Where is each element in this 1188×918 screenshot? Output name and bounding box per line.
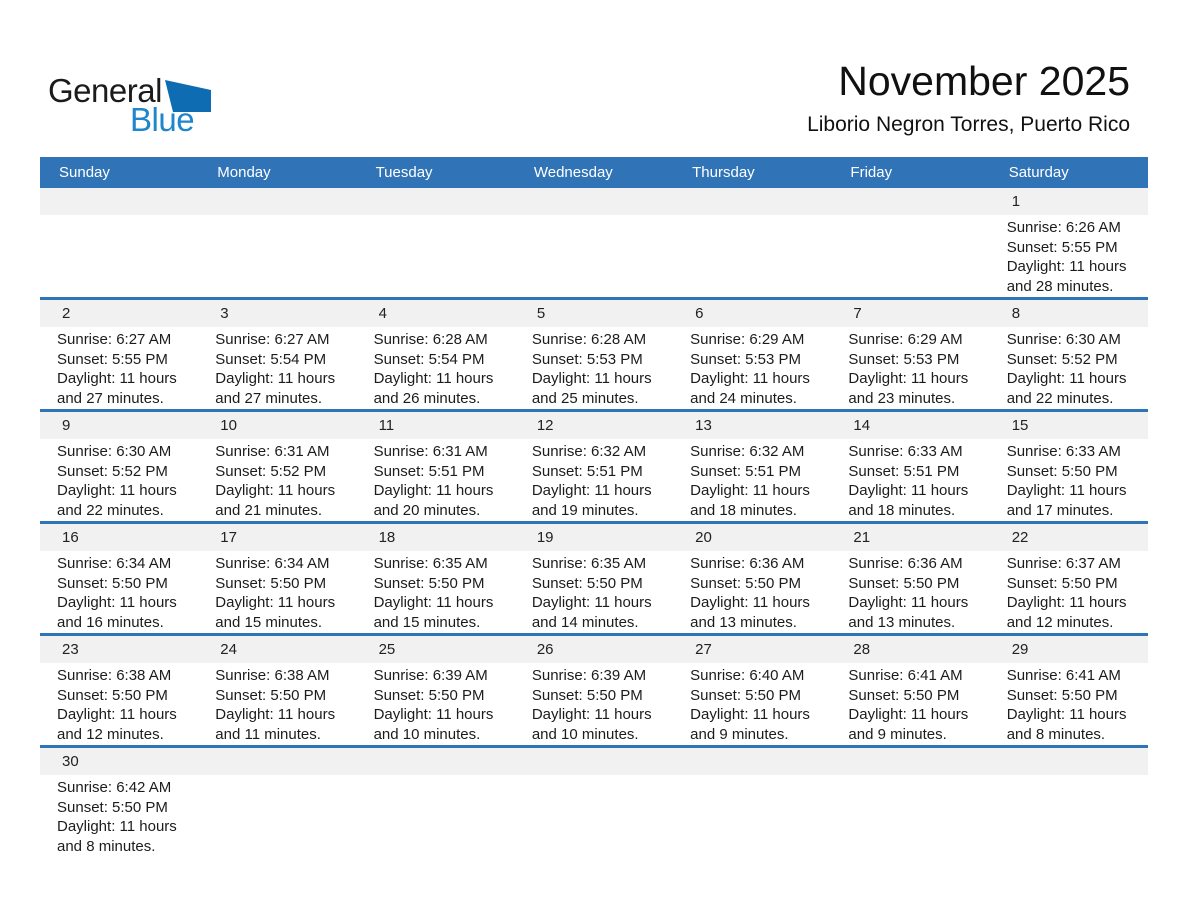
daylight-minutes-text: and 19 minutes. bbox=[531, 502, 639, 520]
sunset-text: Sunset: 5:50 PM bbox=[1006, 574, 1118, 592]
day-cell bbox=[831, 330, 989, 409]
daylight-hours-text: Daylight: 11 hours bbox=[215, 370, 336, 388]
daylight-hours-text: Daylight: 11 hours bbox=[215, 594, 336, 612]
weekday-header bbox=[40, 157, 1148, 188]
week-row bbox=[40, 409, 1148, 521]
day-cell bbox=[673, 442, 831, 521]
daylight-minutes-text: and 8 minutes. bbox=[57, 838, 156, 856]
sunset-text: Sunset: 5:51 PM bbox=[848, 462, 960, 480]
daylight-hours-text: Daylight: 11 hours bbox=[690, 594, 810, 612]
sunset-text: Sunset: 5:50 PM bbox=[848, 574, 960, 592]
day-cell bbox=[357, 666, 515, 745]
sunrise-text: Sunrise: 6:40 AM bbox=[690, 667, 805, 684]
day-number: 27 bbox=[695, 641, 712, 658]
daylight-hours-text: Daylight: 11 hours bbox=[531, 706, 652, 724]
daylight-minutes-text: and 8 minutes. bbox=[1006, 726, 1106, 744]
week-row bbox=[40, 297, 1148, 409]
week-body bbox=[40, 327, 1148, 409]
daylight-hours-text: Daylight: 11 hours bbox=[1006, 482, 1127, 500]
daylight-hours-text: Daylight: 11 hours bbox=[215, 482, 336, 500]
sunrise-text: Sunrise: 6:41 AM bbox=[1006, 667, 1121, 684]
sunset-text: Sunset: 5:50 PM bbox=[215, 574, 327, 592]
day-cell bbox=[198, 218, 356, 297]
title-block bbox=[807, 58, 1130, 137]
daylight-minutes-text: and 10 minutes. bbox=[373, 726, 481, 744]
day-cell bbox=[40, 442, 198, 521]
sunset-text: Sunset: 5:50 PM bbox=[57, 686, 168, 704]
sunset-text: Sunset: 5:51 PM bbox=[531, 462, 643, 480]
daylight-minutes-text: and 12 minutes. bbox=[1006, 614, 1114, 632]
sunrise-text: Sunrise: 6:38 AM bbox=[215, 667, 330, 684]
daylight-hours-text: Daylight: 11 hours bbox=[690, 370, 810, 388]
day-number-strip bbox=[40, 188, 1148, 215]
day-cell bbox=[515, 778, 673, 857]
daylight-minutes-text: and 11 minutes. bbox=[215, 726, 321, 744]
day-number-strip bbox=[40, 300, 1148, 327]
sunset-text: Sunset: 5:51 PM bbox=[373, 462, 485, 480]
daylight-minutes-text: and 16 minutes. bbox=[57, 614, 164, 632]
sunrise-text: Sunrise: 6:29 AM bbox=[848, 331, 963, 348]
day-number: 9 bbox=[62, 417, 71, 434]
day-cell bbox=[357, 778, 515, 857]
day-number: 17 bbox=[220, 529, 237, 546]
day-number: 21 bbox=[853, 529, 871, 546]
daylight-hours-text: Daylight: 11 hours bbox=[373, 370, 494, 388]
daylight-hours-text: Daylight: 11 hours bbox=[1006, 594, 1127, 612]
weekday-label: Friday bbox=[850, 164, 893, 181]
sunset-text: Sunset: 5:52 PM bbox=[1006, 350, 1118, 368]
day-cell bbox=[673, 330, 831, 409]
sunset-text: Sunset: 5:50 PM bbox=[690, 686, 802, 704]
sunrise-text: Sunrise: 6:35 AM bbox=[531, 555, 647, 572]
day-cell bbox=[515, 218, 673, 297]
day-cell bbox=[831, 442, 989, 521]
sunset-text: Sunset: 5:50 PM bbox=[1006, 686, 1118, 704]
day-cell bbox=[831, 666, 989, 745]
day-number: 30 bbox=[62, 753, 79, 770]
day-number: 23 bbox=[62, 641, 79, 658]
daylight-minutes-text: and 21 minutes. bbox=[215, 502, 323, 520]
day-cell bbox=[831, 778, 989, 857]
day-number: 8 bbox=[1011, 305, 1021, 322]
day-cell bbox=[673, 218, 831, 297]
day-cell bbox=[357, 218, 515, 297]
daylight-minutes-text: and 13 minutes. bbox=[690, 614, 797, 632]
sunrise-text: Sunrise: 6:39 AM bbox=[373, 667, 488, 684]
daylight-minutes-text: and 10 minutes. bbox=[531, 726, 639, 744]
day-number: 14 bbox=[853, 417, 871, 434]
daylight-hours-text: Daylight: 11 hours bbox=[57, 594, 177, 612]
week-body bbox=[40, 215, 1148, 297]
logo-text-blue: Blue bbox=[130, 101, 195, 138]
sunset-text: Sunset: 5:50 PM bbox=[215, 686, 327, 704]
daylight-minutes-text: and 20 minutes. bbox=[373, 502, 481, 520]
day-number: 1 bbox=[1011, 193, 1021, 210]
sunrise-text: Sunrise: 6:33 AM bbox=[848, 443, 963, 460]
day-cell bbox=[198, 554, 356, 633]
daylight-hours-text: Daylight: 11 hours bbox=[373, 482, 494, 500]
sunset-text: Sunset: 5:53 PM bbox=[848, 350, 960, 368]
day-cell bbox=[990, 218, 1148, 297]
sunset-text: Sunset: 5:53 PM bbox=[531, 350, 643, 368]
week-body bbox=[40, 551, 1148, 633]
day-cell bbox=[990, 666, 1148, 745]
day-cell bbox=[40, 666, 198, 745]
sunset-text: Sunset: 5:51 PM bbox=[690, 462, 802, 480]
day-number: 18 bbox=[378, 529, 396, 546]
daylight-minutes-text: and 15 minutes. bbox=[373, 614, 481, 632]
sunset-text: Sunset: 5:53 PM bbox=[690, 350, 802, 368]
day-cell bbox=[357, 442, 515, 521]
daylight-minutes-text: and 9 minutes. bbox=[848, 726, 947, 744]
sunset-text: Sunset: 5:50 PM bbox=[531, 686, 643, 704]
weekday-label: Sunday bbox=[59, 164, 110, 181]
week-row bbox=[40, 633, 1148, 745]
sunset-text: Sunset: 5:50 PM bbox=[57, 574, 168, 592]
day-number: 22 bbox=[1011, 529, 1029, 546]
day-cell bbox=[40, 778, 198, 857]
day-number: 26 bbox=[536, 641, 554, 658]
week-row bbox=[40, 745, 1148, 857]
daylight-hours-text: Daylight: 11 hours bbox=[848, 706, 969, 724]
daylight-minutes-text: and 14 minutes. bbox=[531, 614, 639, 632]
sunrise-text: Sunrise: 6:34 AM bbox=[215, 555, 330, 572]
daylight-minutes-text: and 12 minutes. bbox=[57, 726, 164, 744]
day-cell bbox=[990, 554, 1148, 633]
weekday-label: Wednesday bbox=[533, 164, 613, 181]
day-cell bbox=[515, 554, 673, 633]
sunrise-text: Sunrise: 6:34 AM bbox=[57, 555, 172, 572]
week-body bbox=[40, 775, 1148, 857]
sunrise-text: Sunrise: 6:37 AM bbox=[1006, 555, 1121, 572]
daylight-hours-text: Daylight: 11 hours bbox=[215, 706, 336, 724]
day-number: 25 bbox=[378, 641, 396, 658]
sunrise-text: Sunrise: 6:36 AM bbox=[848, 555, 963, 572]
daylight-minutes-text: and 22 minutes. bbox=[57, 502, 164, 520]
daylight-minutes-text: and 27 minutes. bbox=[57, 390, 164, 408]
sunrise-text: Sunrise: 6:35 AM bbox=[373, 555, 488, 572]
daylight-hours-text: Daylight: 11 hours bbox=[1006, 370, 1127, 388]
sunrise-text: Sunrise: 6:33 AM bbox=[1006, 443, 1121, 460]
sunrise-text: Sunrise: 6:28 AM bbox=[373, 331, 488, 348]
daylight-minutes-text: and 15 minutes. bbox=[215, 614, 323, 632]
sunrise-text: Sunrise: 6:32 AM bbox=[531, 443, 647, 460]
day-cell bbox=[990, 330, 1148, 409]
daylight-minutes-text: and 9 minutes. bbox=[690, 726, 789, 744]
day-number-strip bbox=[40, 524, 1148, 551]
daylight-hours-text: Daylight: 11 hours bbox=[57, 370, 177, 388]
day-cell bbox=[515, 330, 673, 409]
sunrise-text: Sunrise: 6:29 AM bbox=[690, 331, 805, 348]
sunset-text: Sunset: 5:54 PM bbox=[373, 350, 485, 368]
sunset-text: Sunset: 5:50 PM bbox=[1006, 462, 1118, 480]
weekday-label: Tuesday bbox=[375, 164, 433, 181]
day-cell bbox=[673, 554, 831, 633]
daylight-hours-text: Daylight: 11 hours bbox=[690, 706, 810, 724]
day-number: 11 bbox=[378, 417, 395, 434]
sunset-text: Sunset: 5:50 PM bbox=[373, 686, 485, 704]
daylight-hours-text: Daylight: 11 hours bbox=[848, 370, 969, 388]
daylight-minutes-text: and 27 minutes. bbox=[215, 390, 323, 408]
day-cell bbox=[198, 442, 356, 521]
day-number: 19 bbox=[536, 529, 554, 546]
daylight-hours-text: Daylight: 11 hours bbox=[1006, 706, 1127, 724]
daylight-hours-text: Daylight: 11 hours bbox=[57, 706, 177, 724]
daylight-minutes-text: and 17 minutes. bbox=[1006, 502, 1114, 520]
day-cell bbox=[831, 554, 989, 633]
day-number: 13 bbox=[695, 417, 712, 434]
daylight-minutes-text: and 18 minutes. bbox=[690, 502, 797, 520]
day-number: 3 bbox=[220, 305, 229, 322]
week-body bbox=[40, 663, 1148, 745]
day-number: 20 bbox=[695, 529, 712, 546]
daylight-hours-text: Daylight: 11 hours bbox=[690, 482, 810, 500]
day-number-strip bbox=[40, 748, 1148, 775]
sunrise-text: Sunrise: 6:28 AM bbox=[531, 331, 647, 348]
sunrise-text: Sunrise: 6:27 AM bbox=[57, 331, 172, 348]
sunset-text: Sunset: 5:50 PM bbox=[57, 798, 168, 816]
day-number: 15 bbox=[1011, 417, 1029, 434]
day-cell bbox=[357, 330, 515, 409]
sunrise-text: Sunrise: 6:26 AM bbox=[1006, 219, 1121, 236]
daylight-hours-text: Daylight: 11 hours bbox=[57, 818, 177, 836]
day-cell bbox=[990, 778, 1148, 857]
daylight-hours-text: Daylight: 11 hours bbox=[848, 482, 969, 500]
daylight-hours-text: Daylight: 11 hours bbox=[531, 482, 652, 500]
sunrise-text: Sunrise: 6:39 AM bbox=[531, 667, 647, 684]
day-number-strip bbox=[40, 412, 1148, 439]
daylight-minutes-text: and 22 minutes. bbox=[1006, 390, 1114, 408]
daylight-minutes-text: and 23 minutes. bbox=[848, 390, 956, 408]
day-number: 16 bbox=[62, 529, 79, 546]
day-number: 12 bbox=[536, 417, 554, 434]
page-subtitle: Liborio Negron Torres, Puerto Rico bbox=[807, 113, 1130, 136]
day-number: 24 bbox=[220, 641, 237, 658]
daylight-minutes-text: and 18 minutes. bbox=[848, 502, 956, 520]
sunset-text: Sunset: 5:55 PM bbox=[1006, 238, 1118, 256]
day-cell bbox=[40, 218, 198, 297]
day-cell bbox=[198, 330, 356, 409]
week-row bbox=[40, 188, 1148, 297]
day-cell bbox=[198, 778, 356, 857]
page-title: November 2025 bbox=[838, 58, 1130, 104]
day-cell bbox=[40, 330, 198, 409]
sunrise-text: Sunrise: 6:42 AM bbox=[57, 779, 172, 796]
day-cell bbox=[357, 554, 515, 633]
daylight-hours-text: Daylight: 11 hours bbox=[531, 370, 652, 388]
day-cell bbox=[990, 442, 1148, 521]
daylight-hours-text: Daylight: 11 hours bbox=[373, 594, 494, 612]
general-blue-logo bbox=[48, 72, 268, 142]
day-cell bbox=[198, 666, 356, 745]
sunrise-text: Sunrise: 6:31 AM bbox=[215, 443, 330, 460]
day-number: 6 bbox=[695, 305, 704, 322]
sunset-text: Sunset: 5:50 PM bbox=[531, 574, 643, 592]
day-number: 29 bbox=[1011, 641, 1029, 658]
daylight-minutes-text: and 26 minutes. bbox=[373, 390, 481, 408]
day-cell bbox=[673, 778, 831, 857]
sunrise-text: Sunrise: 6:38 AM bbox=[57, 667, 172, 684]
daylight-minutes-text: and 28 minutes. bbox=[1006, 278, 1114, 296]
day-number-strip bbox=[40, 636, 1148, 663]
day-number: 28 bbox=[853, 641, 871, 658]
sunrise-text: Sunrise: 6:30 AM bbox=[1006, 331, 1121, 348]
sunrise-text: Sunrise: 6:30 AM bbox=[57, 443, 172, 460]
sunset-text: Sunset: 5:50 PM bbox=[373, 574, 485, 592]
daylight-hours-text: Daylight: 11 hours bbox=[57, 482, 177, 500]
calendar-table bbox=[40, 157, 1148, 857]
weekday-label: Thursday bbox=[692, 164, 755, 181]
day-cell bbox=[673, 666, 831, 745]
weekday-label: Saturday bbox=[1008, 164, 1069, 181]
daylight-hours-text: Daylight: 11 hours bbox=[531, 594, 652, 612]
day-cell bbox=[515, 666, 673, 745]
sunset-text: Sunset: 5:52 PM bbox=[215, 462, 327, 480]
logo-text-general: General bbox=[48, 72, 162, 109]
calendar-weeks bbox=[40, 188, 1148, 857]
sunrise-text: Sunrise: 6:32 AM bbox=[690, 443, 805, 460]
day-cell bbox=[831, 218, 989, 297]
day-number: 4 bbox=[378, 305, 387, 322]
sunset-text: Sunset: 5:52 PM bbox=[57, 462, 168, 480]
week-body bbox=[40, 439, 1148, 521]
sunrise-text: Sunrise: 6:31 AM bbox=[373, 443, 488, 460]
sunset-text: Sunset: 5:50 PM bbox=[690, 574, 802, 592]
day-number: 2 bbox=[62, 305, 71, 322]
sunrise-text: Sunrise: 6:41 AM bbox=[848, 667, 963, 684]
sunset-text: Sunset: 5:55 PM bbox=[57, 350, 168, 368]
day-cell bbox=[40, 554, 198, 633]
week-row bbox=[40, 521, 1148, 633]
daylight-hours-text: Daylight: 11 hours bbox=[1006, 258, 1127, 276]
day-number: 5 bbox=[536, 305, 546, 322]
daylight-hours-text: Daylight: 11 hours bbox=[848, 594, 969, 612]
sunrise-text: Sunrise: 6:27 AM bbox=[215, 331, 330, 348]
day-number: 10 bbox=[220, 417, 237, 434]
day-number: 7 bbox=[853, 305, 862, 322]
daylight-minutes-text: and 13 minutes. bbox=[848, 614, 956, 632]
daylight-hours-text: Daylight: 11 hours bbox=[373, 706, 494, 724]
day-cell bbox=[515, 442, 673, 521]
sunset-text: Sunset: 5:54 PM bbox=[215, 350, 327, 368]
weekday-label: Monday bbox=[217, 164, 271, 181]
daylight-minutes-text: and 24 minutes. bbox=[690, 390, 797, 408]
sunrise-text: Sunrise: 6:36 AM bbox=[690, 555, 805, 572]
sunset-text: Sunset: 5:50 PM bbox=[848, 686, 960, 704]
daylight-minutes-text: and 25 minutes. bbox=[531, 390, 639, 408]
